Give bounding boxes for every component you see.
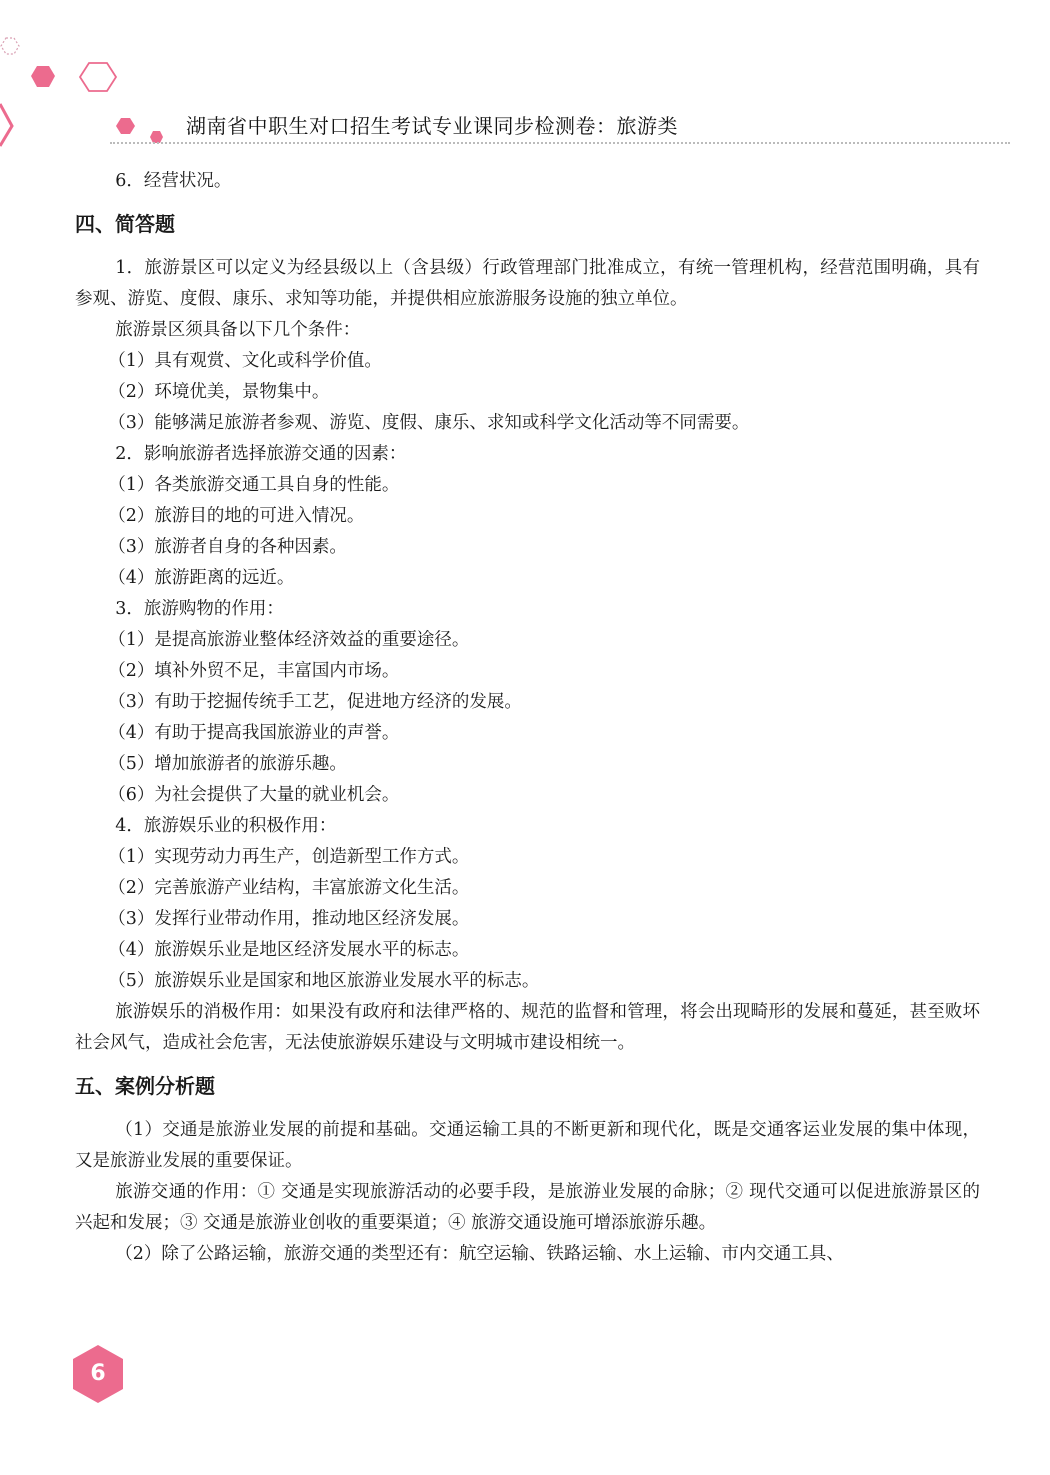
list-item: （5）增加旅游者的旅游乐趣。 [108,754,347,774]
list-item: （1）各类旅游交通工具自身的性能。 [108,475,400,495]
list-item: （4）旅游距离的远近。 [108,568,295,588]
question-heading: 2．影响旅游者选择旅游交通的因素： [115,444,407,464]
paragraph: 1．旅游景区可以定义为经县级以上（含县级）行政管理部门批准成立，有统一管理机构，经营范围明确，具有参观、游览、度假、康乐、求知等功能，并提供相应旅游服务设施的独立单位。 [75,258,980,309]
pink-hexagon-icon [116,118,135,134]
list-item: （4）有助于提高我国旅游业的声誉。 [108,723,400,743]
list-item: （3）旅游者自身的各种因素。 [108,537,347,557]
list-item: （5）旅游娱乐业是国家和地区旅游业发展水平的标志。 [108,971,540,991]
list-item: （2）完善旅游产业结构，丰富旅游文化生活。 [108,878,470,898]
list-item: （1）具有观赏、文化或科学价值。 [108,351,382,371]
header-decoration [0,0,180,150]
list-item: （2）环境优美，景物集中。 [108,382,330,402]
list-item: （2）旅游目的地的可进入情况。 [108,506,365,526]
outline-hexagon-icon [80,63,116,91]
list-item: （1）是提高旅游业整体经济效益的重要途径。 [108,630,470,650]
list-item: （1）实现劳动力再生产，创造新型工作方式。 [108,847,470,867]
page-number-badge [72,1344,124,1404]
page-number: 6 [90,1361,106,1386]
list-item: （3）有助于挖掘传统手工艺，促进地方经济的发展。 [108,692,522,712]
question-heading: 4．旅游娱乐业的积极作用： [115,816,337,836]
header-title: 湖南省中职生对口招生考试专业课同步检测卷：旅游类 [186,114,678,138]
list-item: （2）填补外贸不足，丰富国内市场。 [108,661,400,681]
header-divider [110,142,1010,144]
list-item: （4）旅游娱乐业是地区经济发展水平的标志。 [108,940,470,960]
paragraph: （1）交通是旅游业发展的前提和基础。交通运输工具的不断更新和现代化，既是交通客运业发展的集中体现，又是旅游业发展的重要保证。 [75,1120,980,1171]
paragraph: 旅游交通的作用：① 交通是实现旅游活动的必要手段，是旅游业发展的命脉；② 现代交通可以促进旅游景区的兴起和发展；③ 交通是旅游业创收的重要渠道；④ 旅游交通设施可增添旅游乐趣。 [75,1182,980,1233]
outline-hexagon-icon [1,38,19,54]
list-item: （6）为社会提供了大量的就业机会。 [108,785,400,805]
answer-line: 6．经营状况。 [115,171,232,191]
page-content [75,166,980,1270]
list-item: （3）发挥行业带动作用，推动地区经济发展。 [108,909,470,929]
pink-hexagon-icon [31,66,55,87]
list-item: （3）能够满足旅游者参观、游览、度假、康乐、求知或科学文化活动等不同需要。 [108,413,750,433]
section-title: 四、简答题 [75,212,175,236]
question-heading: 3．旅游购物的作用： [115,599,284,619]
section-title: 五、案例分析题 [75,1074,215,1098]
chevron-right-icon [0,104,12,146]
paragraph: （2）除了公路运输，旅游交通的类型还有：航空运输、铁路运输、水上运输、市内交通工具、 [115,1244,844,1264]
paragraph: 旅游景区须具备以下几个条件： [115,320,361,340]
paragraph: 旅游娱乐的消极作用：如果没有政府和法律严格的、规范的监督和管理，将会出现畸形的发展和蔓延，甚至败坏社会风气，造成社会危害，无法使旅游娱乐建设与文明城市建设相统一。 [75,1002,980,1053]
